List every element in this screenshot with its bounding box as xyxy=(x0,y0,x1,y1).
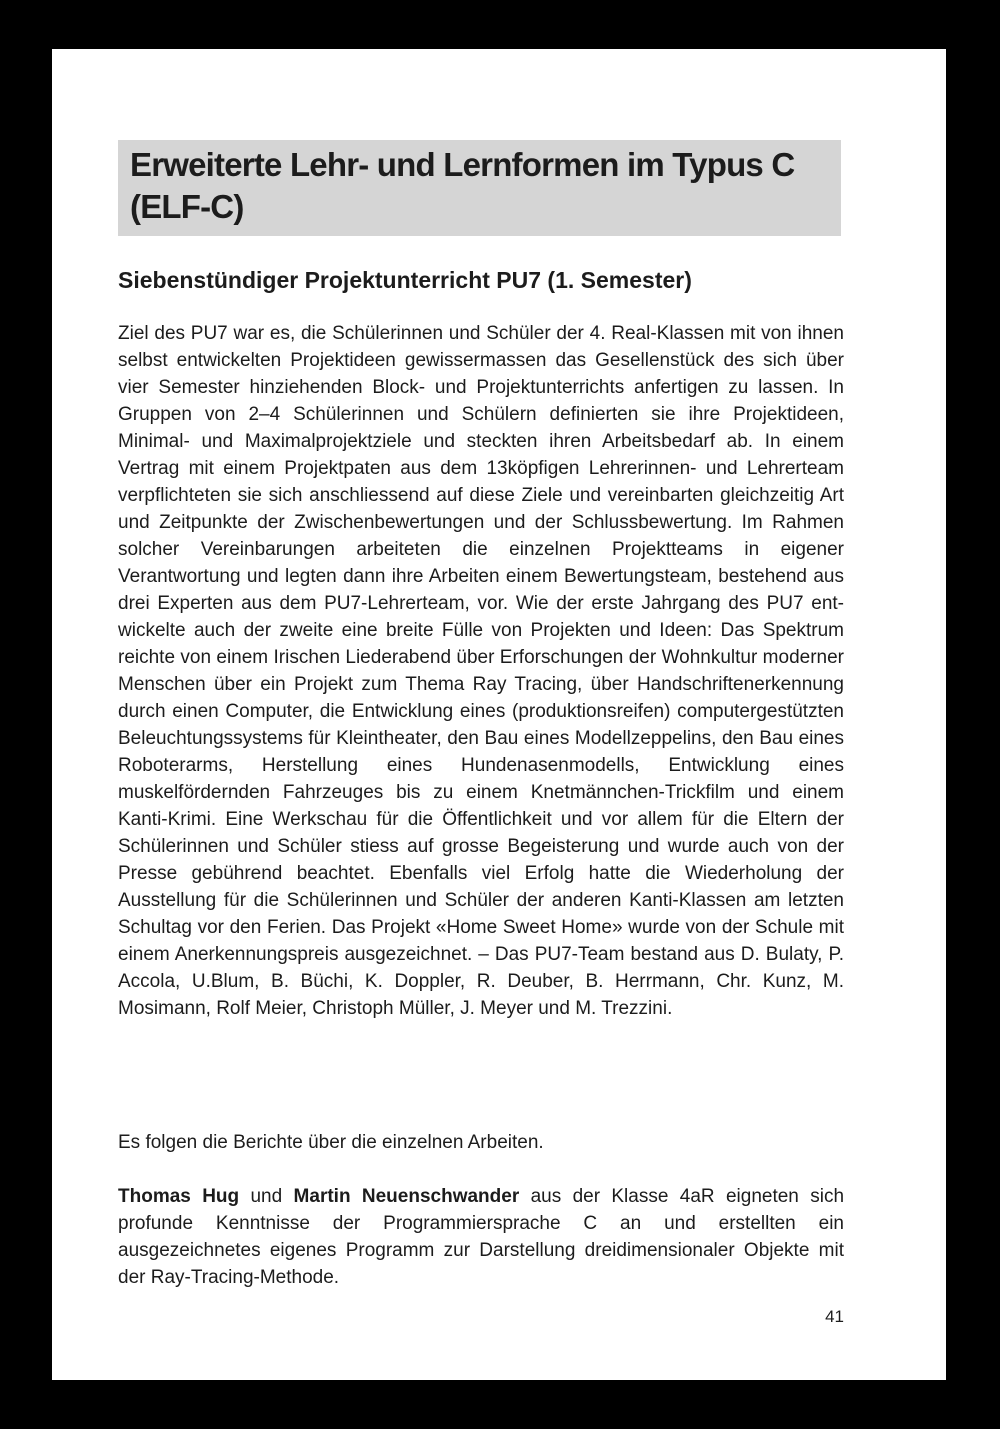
name-connector: und xyxy=(239,1186,294,1207)
report-paragraph xyxy=(118,1183,844,1291)
page-number: 41 xyxy=(825,1307,844,1326)
intro-paragraph: Ziel des PU7 war es, die Schülerinnen und Schüler der 4. Real-Klassen mit von ihnen selbst entwickelten Projektideen gewissermassen das Gesellenstück des sich über vier Semester hinziehenden Block- und Projektunterrichts anfertigen zu lassen. In Gruppen von 2–4 Schülerinnen und Schülern definierten sie ihre Projektideen, Minimal- und Maximalprojektziele und steckten ihren Arbeitsbedarf ab. In einem Vertrag mit einem Projektpaten aus dem 13köpfigen Lehrerinnen- und Lehrerteam verpflichteten sie sich anschliessend auf diese Ziele und vereinbarten gleichzeitig Art und Zeitpunkte der Zwischenbewertungen und der Schlussbewertung. Im Rahmen solcher Vereinbarungen arbeiteten die einzelnen Projektteams in eigener Verantwortung und legten dann ihre Arbeiten einem Bewertungsteam, bestehend aus drei Experten aus dem PU7-Lehrerteam, vor. Wie der erste Jahrgang des PU7 entwickelte auch der zweite eine breite Fülle von Projekten und Ideen: Das Spektrum reichte von einem Irischen Liederabend über Erforschungen der Wohnkultur moderner Menschen über ein Projekt zum Thema Ray Tracing, über Handschriftenerkennung durch einen Computer, die Entwicklung eines (produktionsreifen) computergestützten Beleuchtungssystems für Kleintheater, den Bau eines Modellzeppelins, den Bau eines Roboterarms, Herstellung eines Hundenasenmodells, Entwicklung eines muskelfördernden Fahrzeuges bis zu einem Knetmännchen-Trickfilm und einem Kanti-Krimi. Eine Werkschau für die Öffentlichkeit und vor allem für die Eltern der Schülerinnen und Schüler stiess auf grosse Begeisterung und wurde auch von der Presse gebührend beachtet. Ebenfalls viel Erfolg hatte die Wiederholung der Ausstellung für die Schülerinnen und Schüler der anderen Kanti-Klassen am letzten Schultag vor den Ferien. Das Projekt «Home Sweet Home» wurde von der Schule mit einem Anerkennungspreis ausgezeichnet. – Das PU7-Team bestand aus D. Bulaty, P. Accola, U.Blum, B. Büchi, K. Doppler, R. Deuber, B. Herrmann, Chr. Kunz, M. Mosimann, Rolf Meier, Christoph Müller, J. Meyer und M. Trezzini. xyxy=(118,323,844,1019)
reports-intro-paragraph: Es folgen die Berichte über die einzelnen Arbeiten. xyxy=(118,1132,544,1153)
student-name-2: Martin Neuenschwander xyxy=(293,1186,520,1207)
document-page xyxy=(52,49,946,1380)
student-name-1: Thomas Hug xyxy=(118,1186,240,1207)
report-text: aus der Klasse 4aR eigneten sich profunde Kenntnisse der Programmiersprache C an und erstellten ein ausgezeichnetes eigenes Programm zur Darstellung dreidimensionaler Objekte mit der Ray-Tracing-Methode. xyxy=(118,1186,845,1288)
section-subtitle: Siebenstündiger Projektunterricht PU7 (1. Semester) xyxy=(118,267,692,293)
title-banner xyxy=(118,140,841,236)
page-title: Erweiterte Lehr- und Lernformen im Typus C (ELF-C) xyxy=(130,146,795,225)
